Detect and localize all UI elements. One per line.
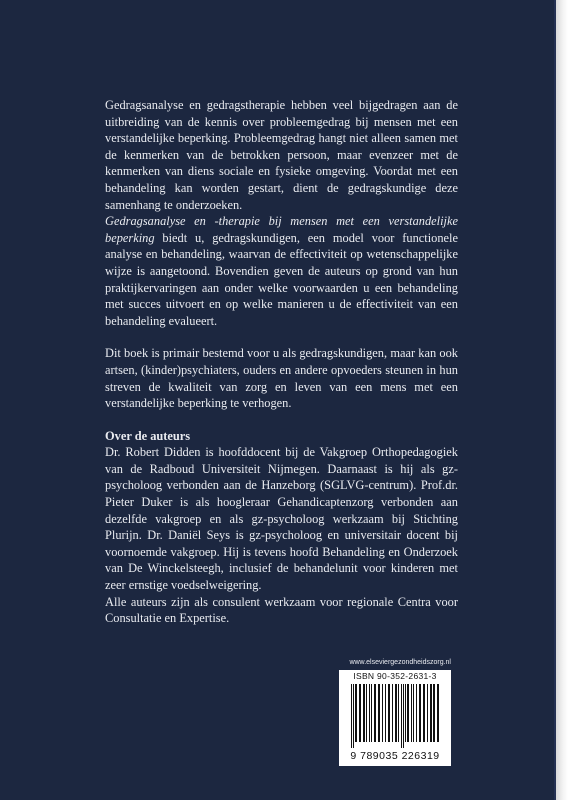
barcode-bar <box>437 684 439 742</box>
barcode-bar <box>366 684 367 742</box>
barcode-bar <box>419 684 421 742</box>
publisher-url: www.elseviergezondheidszorg.nl <box>349 659 451 666</box>
barcode-bar <box>353 684 354 748</box>
barcode-bar <box>355 684 357 742</box>
barcode-bar <box>407 684 409 742</box>
barcode-bar <box>433 684 435 742</box>
authors-heading: Over de auteurs <box>105 428 191 443</box>
book-title-italic: Gedragsanalyse en -therapie bij mensen met een verstandelijke beperking <box>105 214 458 245</box>
isbn-label: ISBN 90-352-2631-3 <box>353 671 437 681</box>
barcode-bar <box>398 684 399 742</box>
barcode-bar <box>369 684 370 742</box>
barcode-bar <box>385 684 386 742</box>
barcode-bar <box>371 684 372 742</box>
barcode-number: 9 789035 226319 <box>350 750 440 762</box>
barcode-bar <box>416 684 417 742</box>
barcode-bar <box>401 684 402 748</box>
isbn-barcode-box <box>339 670 451 766</box>
barcode-bar <box>359 684 361 742</box>
barcode-image <box>349 684 441 748</box>
barcode-bar <box>388 684 390 742</box>
barcode-bar <box>413 684 414 742</box>
barcode-bar <box>392 684 393 742</box>
barcode-bar <box>395 684 397 742</box>
closing-paragraph: Alle auteurs zijn als consulent werkzaam voor regionale Centra voor Consultatie en Expertise. <box>105 594 458 626</box>
barcode-bar <box>378 684 380 742</box>
blurb-paragraph-intro: Gedragsanalyse en gedragstherapie hebben veel bijgedragen aan de uitbreiding van de kennis over probleemgedrag bij mensen met een verstandelijke beperking. Probleemgedrag hangt niet alleen samen met de kenmerken van de betrokken persoon, maar evenzeer met de kenmerken van diens sociale en fysieke omgeving. Voordat met een behandeling kan worden gestart, dient de gedragskundige deze samenhang te onderzoeken. <box>105 98 458 212</box>
blurb-paragraph-audience: Dit boek is primair bestemd voor u als gedragskundigen, maar kan ook artsen, (kinder)psychiaters, ouders en andere opvoeders steunen in hun streven de kwaliteit van zorg en leven van een mens met een verstandelijke beperking te verhogen. <box>105 346 458 411</box>
barcode-bar <box>351 684 352 748</box>
blurb-paragraph-book-rest: biedt u, gedragskundigen, een model voor functionele analyse en behandeling, waarvan de effectiviteit op wetenschappelijke wijze is aangetoond. Bovendien geven de auteurs op grond van hun praktijkervaringen aan onder welke voorwaarden u een behandeling met succes uitvoert en op welke manieren u de effectiviteit van een behandeling evalueert. <box>105 230 458 328</box>
barcode-bar <box>403 684 404 748</box>
barcode-bar <box>382 684 383 742</box>
authors-paragraph: Dr. Robert Didden is hoofddocent bij de Vakgroep Orthopedagogiek van de Radboud Universiteit Nijmegen. Daarnaast is hij als gz-psycholoog verbonden aan de Hanzeborg (SGLVG-centrum). Prof.dr. Pieter Duker is als hoogleraar Gehandicaptenzorg verbonden aan dezelfde vakgroep en als gz-psycholoog werkzaam bij Stichting Plurijn. Dr. Daniël Seys is gz-psycholoog en universitair docent bij voornoemde vakgroep. Hij is tevens hoofd Behandeling en Onderzoek van De Winckelsteegh, inclusief de behandelunit voor kinderen met zeer ernstige voedselweigering. <box>105 445 458 593</box>
barcode-bar <box>405 684 406 742</box>
blurb-paragraph-book <box>105 213 458 329</box>
barcode-bar <box>363 684 365 742</box>
barcode-bar <box>374 684 376 742</box>
page-edge <box>556 0 568 800</box>
barcode-bar <box>427 684 428 742</box>
barcode-bar <box>430 684 432 742</box>
barcode-bar <box>423 684 425 742</box>
barcode-bar <box>411 684 412 742</box>
blurb-text-block <box>105 97 458 627</box>
